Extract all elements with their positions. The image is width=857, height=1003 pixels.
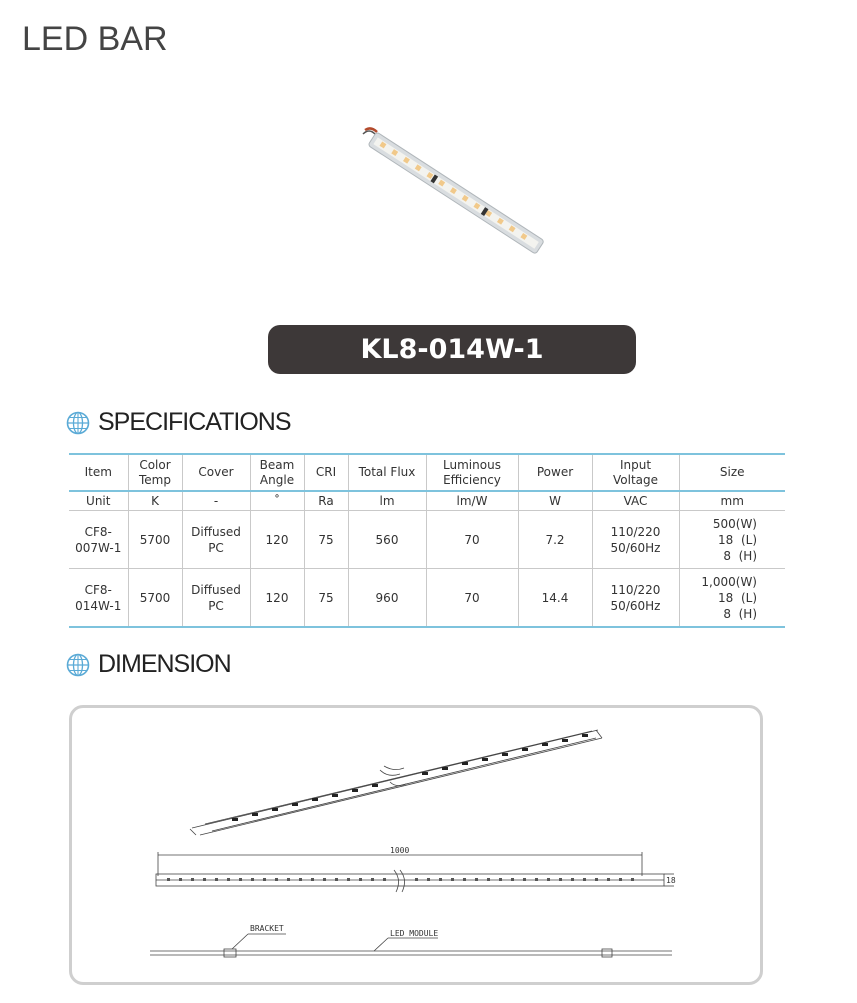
col-header: Size <box>679 454 785 491</box>
col-header: Cover <box>182 454 250 491</box>
unit-cell: ˚ <box>250 491 304 511</box>
product-photo <box>355 118 545 268</box>
front-view <box>156 852 674 892</box>
unit-cell: Unit <box>69 491 128 511</box>
unit-cell: W <box>518 491 592 511</box>
size-cell <box>679 569 785 628</box>
specifications-table <box>69 453 785 628</box>
globe-icon <box>66 653 90 677</box>
power-cell: 14.4 <box>518 569 592 628</box>
unit-cell: mm <box>679 491 785 511</box>
bracket-label: BRACKET <box>250 924 284 933</box>
led-module-label: LED MODULE <box>390 929 439 938</box>
item-cell: CF8- 014W-1 <box>69 569 128 628</box>
col-header: Input Voltage <box>592 454 679 491</box>
model-banner <box>268 325 636 374</box>
cover-cell: Diffused PC <box>182 569 250 628</box>
dimension-heading <box>66 650 231 679</box>
perspective-leds <box>232 734 588 821</box>
header-row <box>69 454 785 491</box>
specifications-label: SPECIFICATIONS <box>98 408 291 436</box>
size-width: 1,000(W) <box>701 574 757 589</box>
col-header: Color Temp <box>128 454 182 491</box>
unit-cell: K <box>128 491 182 511</box>
unit-cell: - <box>182 491 250 511</box>
size-height: 8 (H) <box>723 606 757 621</box>
col-header: CRI <box>304 454 348 491</box>
cri-cell: 75 <box>304 569 348 628</box>
beam-angle-cell: 120 <box>250 511 304 569</box>
col-header: Beam Angle <box>250 454 304 491</box>
item-cell: CF8- 007W-1 <box>69 511 128 569</box>
beam-angle-cell: 120 <box>250 569 304 628</box>
size-cell <box>679 511 785 569</box>
color-temp-cell: 5700 <box>128 569 182 628</box>
specifications-heading <box>66 408 291 437</box>
unit-cell: lm <box>348 491 426 511</box>
total-flux-cell: 560 <box>348 511 426 569</box>
power-cell: 7.2 <box>518 511 592 569</box>
page-title: LED BAR <box>22 20 168 58</box>
model-name: KL8-014W-1 <box>360 334 544 365</box>
cover-cell: Diffused PC <box>182 511 250 569</box>
size-length: 18 (L) <box>718 590 757 605</box>
height-dimension-label: 18 <box>666 876 676 885</box>
length-dimension-label: 1000 <box>390 846 410 855</box>
voltage-cell: 110/220 50/60Hz <box>592 511 679 569</box>
cri-cell: 75 <box>304 511 348 569</box>
size-height: 8 (H) <box>723 548 757 563</box>
size-width: 500(W) <box>712 516 757 531</box>
dimension-label: DIMENSION <box>98 650 231 678</box>
front-view-leds <box>167 878 634 881</box>
efficiency-cell: 70 <box>426 569 518 628</box>
unit-row <box>69 491 785 511</box>
total-flux-cell: 960 <box>348 569 426 628</box>
table-row <box>69 569 785 628</box>
col-header: Power <box>518 454 592 491</box>
dimension-drawing-frame <box>69 705 763 985</box>
dimension-drawing <box>72 708 760 982</box>
size-length: 18 (L) <box>718 532 757 547</box>
col-header: Total Flux <box>348 454 426 491</box>
col-header: Item <box>69 454 128 491</box>
perspective-view <box>190 730 602 835</box>
table-row <box>69 511 785 569</box>
unit-cell: lm/W <box>426 491 518 511</box>
unit-cell: Ra <box>304 491 348 511</box>
voltage-cell: 110/220 50/60Hz <box>592 569 679 628</box>
efficiency-cell: 70 <box>426 511 518 569</box>
globe-icon <box>66 411 90 435</box>
color-temp-cell: 5700 <box>128 511 182 569</box>
unit-cell: VAC <box>592 491 679 511</box>
col-header: Luminous Efficiency <box>426 454 518 491</box>
